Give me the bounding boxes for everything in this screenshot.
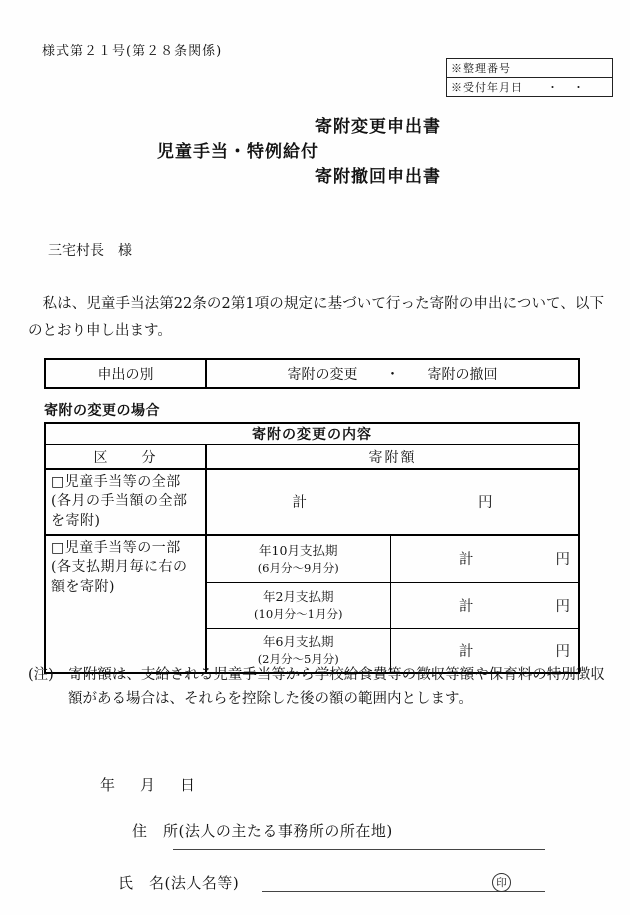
- title-allowance-type: 児童手当・特例給付: [157, 142, 319, 162]
- october-total-label: 計: [459, 552, 474, 569]
- note-text: (注) 寄附額は、支給される児童手当等から学校給食費等の徴収等額や保育料の特別徴収額がある場合は、それらを控除した後の額の範囲内とします。: [28, 667, 605, 707]
- change-content-caption-cell: 寄附の変更の内容: [45, 423, 579, 445]
- name-label: 氏 名(法人名等): [118, 874, 240, 892]
- amount-february-cell: [390, 582, 579, 628]
- june-unit-label: 円: [555, 643, 571, 660]
- february-unit-label: 円: [555, 598, 571, 615]
- checkbox-all-label-cell: □児童手当等の全部(各月の手当額の全部を寄附): [45, 469, 206, 535]
- seal-stamp-icon: 印: [492, 873, 511, 892]
- period-october-label: 年10月支払期: [259, 542, 338, 558]
- addressee: 三宅村長 様: [48, 243, 132, 259]
- change-case-heading: 寄附の変更の場合: [44, 403, 160, 419]
- checkbox-partial-label-cell: □児童手当等の一部(各支払期月毎に右の額を寄附): [45, 535, 206, 673]
- address-fill-line: [173, 849, 545, 850]
- body-paragraph: 私は、児童手当法第22条の2第1項の規定に基づいて行った寄附の申出について、以下のとおり申し出ます。: [28, 296, 604, 339]
- date-line: 年 月 日: [100, 776, 201, 794]
- registration-number-label: ※整理番号: [451, 62, 511, 75]
- period-february-months: (10月分～1月分): [254, 607, 343, 622]
- amount-header-cell: 寄附額: [206, 445, 579, 470]
- official-use-box: [446, 58, 613, 97]
- receipt-date-row: [447, 78, 612, 96]
- application-type-options-cell: 寄附の変更 ・ 寄附の撤回: [206, 359, 579, 388]
- february-total-label: 計: [459, 598, 474, 615]
- form-number: 様式第２１号(第２８条関係): [42, 44, 223, 59]
- title-withdrawal-application: 寄附撤回申出書: [315, 167, 441, 187]
- period-october-cell: [206, 535, 390, 583]
- receipt-date-separators: ・ ・: [547, 81, 586, 94]
- all-total-label: 計: [292, 495, 307, 512]
- all-amount-cell: [206, 469, 579, 535]
- october-unit-label: 円: [555, 552, 571, 569]
- registration-number-row: [447, 59, 612, 78]
- category-header-cell: 区 分: [45, 445, 206, 470]
- period-february-label: 年2月支払期: [263, 589, 334, 605]
- period-february-cell: [206, 582, 390, 628]
- all-unit-label: 円: [478, 495, 493, 512]
- period-october-months: (6月分～9月分): [257, 560, 339, 575]
- june-total-label: 計: [459, 643, 474, 660]
- receipt-date-label: ※受付年月日: [451, 81, 523, 94]
- change-content-table: [44, 422, 580, 674]
- title-change-application: 寄附変更申出書: [315, 117, 441, 137]
- period-june-label: 年6月支払期: [263, 634, 334, 650]
- application-type-header-cell: 申出の別: [45, 359, 206, 388]
- amount-october-cell: [390, 535, 579, 583]
- period-june-months: (2月分～5月分): [257, 652, 339, 667]
- application-type-table: [44, 358, 580, 389]
- address-label: 住 所(法人の主たる事務所の所在地): [132, 822, 393, 840]
